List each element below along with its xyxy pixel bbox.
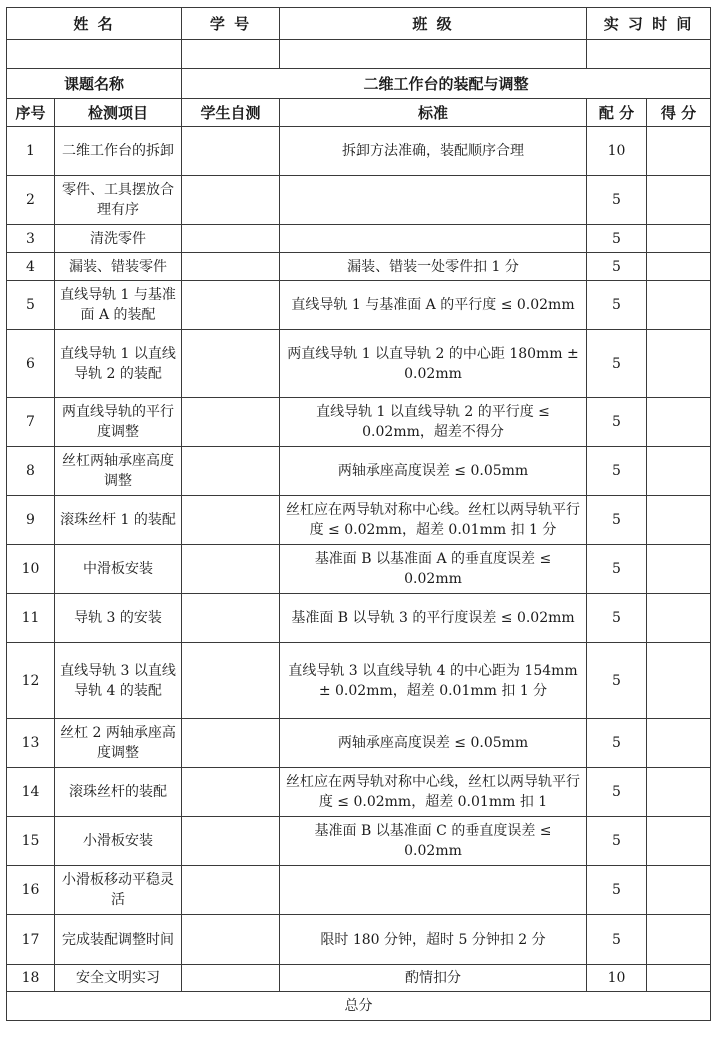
row-points: 5 — [587, 817, 647, 866]
table-row — [7, 225, 711, 253]
name-label: 姓 名 — [7, 8, 182, 40]
row-points: 10 — [587, 127, 647, 176]
row-item: 二维工作台的拆卸 — [55, 127, 182, 176]
row-standard — [280, 176, 587, 225]
row-self-check[interactable] — [182, 594, 280, 643]
grading-sheet — [6, 7, 710, 1021]
row-self-check[interactable] — [182, 545, 280, 594]
table-row — [7, 281, 711, 330]
row-score[interactable] — [647, 447, 711, 496]
col-self-check: 学生自测 — [182, 99, 280, 127]
row-self-check[interactable] — [182, 643, 280, 719]
row-standard: 直线导轨 1 以直线导轨 2 的平行度 ≤ 0.02mm，超差不得分 — [280, 398, 587, 447]
row-standard: 基准面 B 以基准面 C 的垂直度误差 ≤ 0.02mm — [280, 817, 587, 866]
row-item: 安全文明实习 — [55, 965, 182, 992]
table-row — [7, 545, 711, 594]
row-self-check[interactable] — [182, 253, 280, 281]
row-points: 5 — [587, 398, 647, 447]
row-score[interactable] — [647, 281, 711, 330]
row-score[interactable] — [647, 225, 711, 253]
row-self-check[interactable] — [182, 817, 280, 866]
table-row — [7, 496, 711, 545]
total-row — [7, 992, 711, 1021]
row-standard: 两轴承座高度误差 ≤ 0.05mm — [280, 719, 587, 768]
row-points: 5 — [587, 594, 647, 643]
row-no: 15 — [7, 817, 55, 866]
row-item: 小滑板安装 — [55, 817, 182, 866]
row-no: 5 — [7, 281, 55, 330]
row-no: 10 — [7, 545, 55, 594]
row-points: 5 — [587, 176, 647, 225]
row-self-check[interactable] — [182, 768, 280, 817]
practice-time-value-cell[interactable] — [587, 40, 711, 69]
student-id-value-cell[interactable] — [182, 40, 280, 69]
total-label: 总分 — [7, 992, 711, 1021]
row-standard: 直线导轨 1 与基准面 A 的平行度 ≤ 0.02mm — [280, 281, 587, 330]
table-row — [7, 330, 711, 398]
row-item: 滚珠丝杆的装配 — [55, 768, 182, 817]
row-no: 16 — [7, 866, 55, 915]
row-standard: 酌情扣分 — [280, 965, 587, 992]
row-no: 14 — [7, 768, 55, 817]
row-points: 10 — [587, 965, 647, 992]
row-points: 5 — [587, 496, 647, 545]
name-value-cell[interactable] — [7, 40, 182, 69]
row-points: 5 — [587, 253, 647, 281]
row-standard — [280, 866, 587, 915]
row-self-check[interactable] — [182, 866, 280, 915]
table-row — [7, 253, 711, 281]
row-item: 滚珠丝杆 1 的装配 — [55, 496, 182, 545]
row-self-check[interactable] — [182, 176, 280, 225]
col-score: 得 分 — [647, 99, 711, 127]
row-self-check[interactable] — [182, 965, 280, 992]
row-item: 丝杠 2 两轴承座高度调整 — [55, 719, 182, 768]
row-self-check[interactable] — [182, 915, 280, 965]
row-no: 12 — [7, 643, 55, 719]
table-row — [7, 643, 711, 719]
row-score[interactable] — [647, 643, 711, 719]
column-header-row — [7, 99, 711, 127]
row-self-check[interactable] — [182, 225, 280, 253]
row-no: 7 — [7, 398, 55, 447]
topic-value: 二维工作台的装配与调整 — [182, 69, 711, 99]
row-score[interactable] — [647, 965, 711, 992]
student-id-label: 学 号 — [182, 8, 280, 40]
row-self-check[interactable] — [182, 496, 280, 545]
row-points: 5 — [587, 866, 647, 915]
row-standard: 基准面 B 以基准面 A 的垂直度误差 ≤ 0.02mm — [280, 545, 587, 594]
table-row — [7, 594, 711, 643]
row-points: 5 — [587, 915, 647, 965]
row-no: 13 — [7, 719, 55, 768]
topic-row — [7, 69, 711, 99]
col-no: 序号 — [7, 99, 55, 127]
row-self-check[interactable] — [182, 398, 280, 447]
row-score[interactable] — [647, 866, 711, 915]
row-no: 8 — [7, 447, 55, 496]
row-item: 漏装、错装零件 — [55, 253, 182, 281]
table-row — [7, 719, 711, 768]
class-value-cell[interactable] — [280, 40, 587, 69]
col-item: 检测项目 — [55, 99, 182, 127]
row-standard: 丝杠应在两导轨对称中心线。丝杠以两导轨平行度 ≤ 0.02mm，超差 0.01mm 扣 1 分 — [280, 496, 587, 545]
row-standard — [280, 225, 587, 253]
row-no: 3 — [7, 225, 55, 253]
row-no: 6 — [7, 330, 55, 398]
row-points: 5 — [587, 225, 647, 253]
row-score[interactable] — [647, 127, 711, 176]
row-points: 5 — [587, 643, 647, 719]
table-row — [7, 398, 711, 447]
row-score[interactable] — [647, 398, 711, 447]
row-item: 两直线导轨的平行度调整 — [55, 398, 182, 447]
row-item: 清洗零件 — [55, 225, 182, 253]
row-item: 直线导轨 1 以直线导轨 2 的装配 — [55, 330, 182, 398]
row-score[interactable] — [647, 768, 711, 817]
table-row — [7, 866, 711, 915]
col-points: 配 分 — [587, 99, 647, 127]
row-self-check[interactable] — [182, 719, 280, 768]
row-self-check[interactable] — [182, 330, 280, 398]
header-value-row — [7, 40, 711, 69]
row-points: 5 — [587, 281, 647, 330]
row-standard: 基准面 B 以导轨 3 的平行度误差 ≤ 0.02mm — [280, 594, 587, 643]
row-no: 2 — [7, 176, 55, 225]
class-label: 班 级 — [280, 8, 587, 40]
row-item: 完成装配调整时间 — [55, 915, 182, 965]
row-points: 5 — [587, 545, 647, 594]
table-row — [7, 915, 711, 965]
row-standard: 两直线导轨 1 以直导轨 2 的中心距 180mm ± 0.02mm — [280, 330, 587, 398]
row-standard: 限时 180 分钟，超时 5 分钟扣 2 分 — [280, 915, 587, 965]
table-row — [7, 447, 711, 496]
row-points: 5 — [587, 719, 647, 768]
row-score[interactable] — [647, 915, 711, 965]
row-self-check[interactable] — [182, 447, 280, 496]
row-item: 小滑板移动平稳灵活 — [55, 866, 182, 915]
table-row — [7, 768, 711, 817]
row-points: 5 — [587, 330, 647, 398]
row-score[interactable] — [647, 176, 711, 225]
row-score[interactable] — [647, 817, 711, 866]
assessment-table — [6, 7, 711, 1021]
row-item: 导轨 3 的安装 — [55, 594, 182, 643]
row-no: 9 — [7, 496, 55, 545]
row-score[interactable] — [647, 253, 711, 281]
row-score[interactable] — [647, 594, 711, 643]
row-score[interactable] — [647, 330, 711, 398]
row-standard: 丝杠应在两导轨对称中心线，丝杠以两导轨平行度 ≤ 0.02mm，超差 0.01mm 扣 1 — [280, 768, 587, 817]
table-row — [7, 127, 711, 176]
row-no: 1 — [7, 127, 55, 176]
row-no: 18 — [7, 965, 55, 992]
row-item: 零件、工具摆放合理有序 — [55, 176, 182, 225]
row-no: 4 — [7, 253, 55, 281]
row-standard: 直线导轨 3 以直线导轨 4 的中心距为 154mm ± 0.02mm，超差 0.01mm 扣 1 分 — [280, 643, 587, 719]
row-score[interactable] — [647, 719, 711, 768]
row-score[interactable] — [647, 496, 711, 545]
row-standard: 漏装、错装一处零件扣 1 分 — [280, 253, 587, 281]
row-item: 直线导轨 3 以直线导轨 4 的装配 — [55, 643, 182, 719]
col-standard: 标准 — [280, 99, 587, 127]
row-no: 17 — [7, 915, 55, 965]
topic-label: 课题名称 — [7, 69, 182, 99]
row-item: 中滑板安装 — [55, 545, 182, 594]
row-points: 5 — [587, 447, 647, 496]
header-row — [7, 8, 711, 40]
table-row — [7, 176, 711, 225]
row-standard: 拆卸方法准确，装配顺序合理 — [280, 127, 587, 176]
row-standard: 两轴承座高度误差 ≤ 0.05mm — [280, 447, 587, 496]
row-item: 直线导轨 1 与基准面 A 的装配 — [55, 281, 182, 330]
row-item: 丝杠两轴承座高度调整 — [55, 447, 182, 496]
row-no: 11 — [7, 594, 55, 643]
row-points: 5 — [587, 768, 647, 817]
table-row — [7, 817, 711, 866]
row-self-check[interactable] — [182, 127, 280, 176]
row-self-check[interactable] — [182, 281, 280, 330]
row-score[interactable] — [647, 545, 711, 594]
practice-time-label: 实 习 时 间 — [587, 8, 711, 40]
table-row — [7, 965, 711, 992]
